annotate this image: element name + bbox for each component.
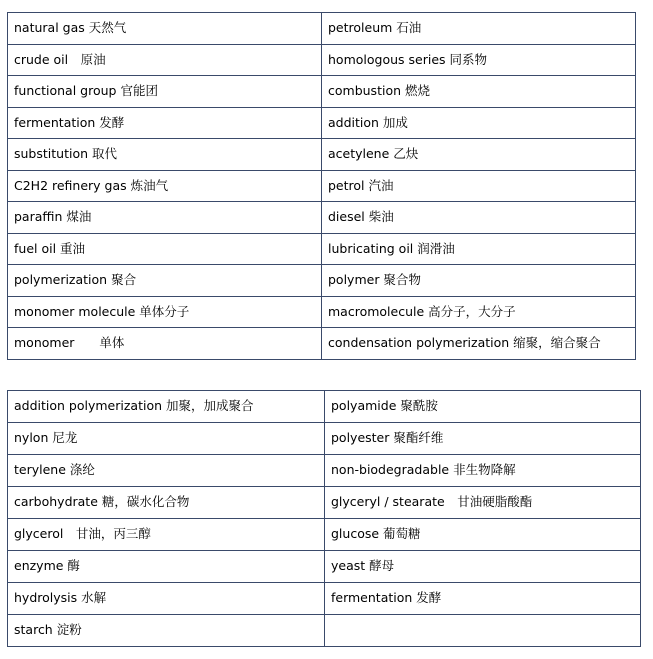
table-row — [8, 583, 641, 615]
table-row — [8, 519, 641, 551]
term-cell: monomer molecule 单体分子 — [8, 296, 322, 328]
table-row — [8, 455, 641, 487]
term-cell: hydrolysis 水解 — [8, 583, 325, 615]
vocabulary-table-1 — [7, 12, 636, 360]
term-cell: crude oil 原油 — [8, 44, 322, 76]
term-cell: carbohydrate 糖，碳水化合物 — [8, 487, 325, 519]
term-cell: polyester 聚酯纤维 — [325, 423, 641, 455]
table-row — [8, 265, 636, 297]
term-cell: addition 加成 — [322, 107, 636, 139]
term-cell: polyamide 聚酰胺 — [325, 391, 641, 423]
term-cell: nylon 尼龙 — [8, 423, 325, 455]
term-cell: glucose 葡萄糖 — [325, 519, 641, 551]
term-cell: macromolecule 高分子，大分子 — [322, 296, 636, 328]
term-cell: monomer 单体 — [8, 328, 322, 360]
term-cell: diesel 柴油 — [322, 202, 636, 234]
term-cell: substitution 取代 — [8, 139, 322, 171]
term-cell: petrol 汽油 — [322, 170, 636, 202]
vocabulary-table-2 — [7, 390, 641, 647]
table-row — [8, 107, 636, 139]
term-cell: fermentation 发酵 — [8, 107, 322, 139]
term-cell: functional group 官能团 — [8, 76, 322, 108]
term-cell: yeast 酵母 — [325, 551, 641, 583]
table-row — [8, 170, 636, 202]
table-row — [8, 139, 636, 171]
table-row — [8, 391, 641, 423]
term-cell: terylene 涤纶 — [8, 455, 325, 487]
term-cell: petroleum 石油 — [322, 13, 636, 45]
term-cell: polymerization 聚合 — [8, 265, 322, 297]
term-cell: polymer 聚合物 — [322, 265, 636, 297]
term-cell: natural gas 天然气 — [8, 13, 322, 45]
term-cell: glyceryl / stearate 甘油硬脂酸酯 — [325, 487, 641, 519]
table-row — [8, 328, 636, 360]
term-cell: fuel oil 重油 — [8, 233, 322, 265]
term-cell: addition polymerization 加聚，加成聚合 — [8, 391, 325, 423]
term-cell: C2H2 refinery gas 炼油气 — [8, 170, 322, 202]
table-row — [8, 615, 641, 647]
term-cell: enzyme 酶 — [8, 551, 325, 583]
term-cell: lubricating oil 润滑油 — [322, 233, 636, 265]
table-row — [8, 233, 636, 265]
term-cell: fermentation 发酵 — [325, 583, 641, 615]
term-cell: starch 淀粉 — [8, 615, 325, 647]
term-cell: glycerol 甘油，丙三醇 — [8, 519, 325, 551]
table-row — [8, 487, 641, 519]
table-row — [8, 202, 636, 234]
table-row — [8, 13, 636, 45]
table-row — [8, 76, 636, 108]
table-row — [8, 423, 641, 455]
term-cell: condensation polymerization 缩聚，缩合聚合 — [322, 328, 636, 360]
term-cell — [325, 615, 641, 647]
term-cell: non-biodegradable 非生物降解 — [325, 455, 641, 487]
term-cell: combustion 燃烧 — [322, 76, 636, 108]
term-cell: acetylene 乙炔 — [322, 139, 636, 171]
term-cell: homologous series 同系物 — [322, 44, 636, 76]
table-row — [8, 551, 641, 583]
table-row — [8, 296, 636, 328]
table-row — [8, 44, 636, 76]
term-cell: paraffin 煤油 — [8, 202, 322, 234]
